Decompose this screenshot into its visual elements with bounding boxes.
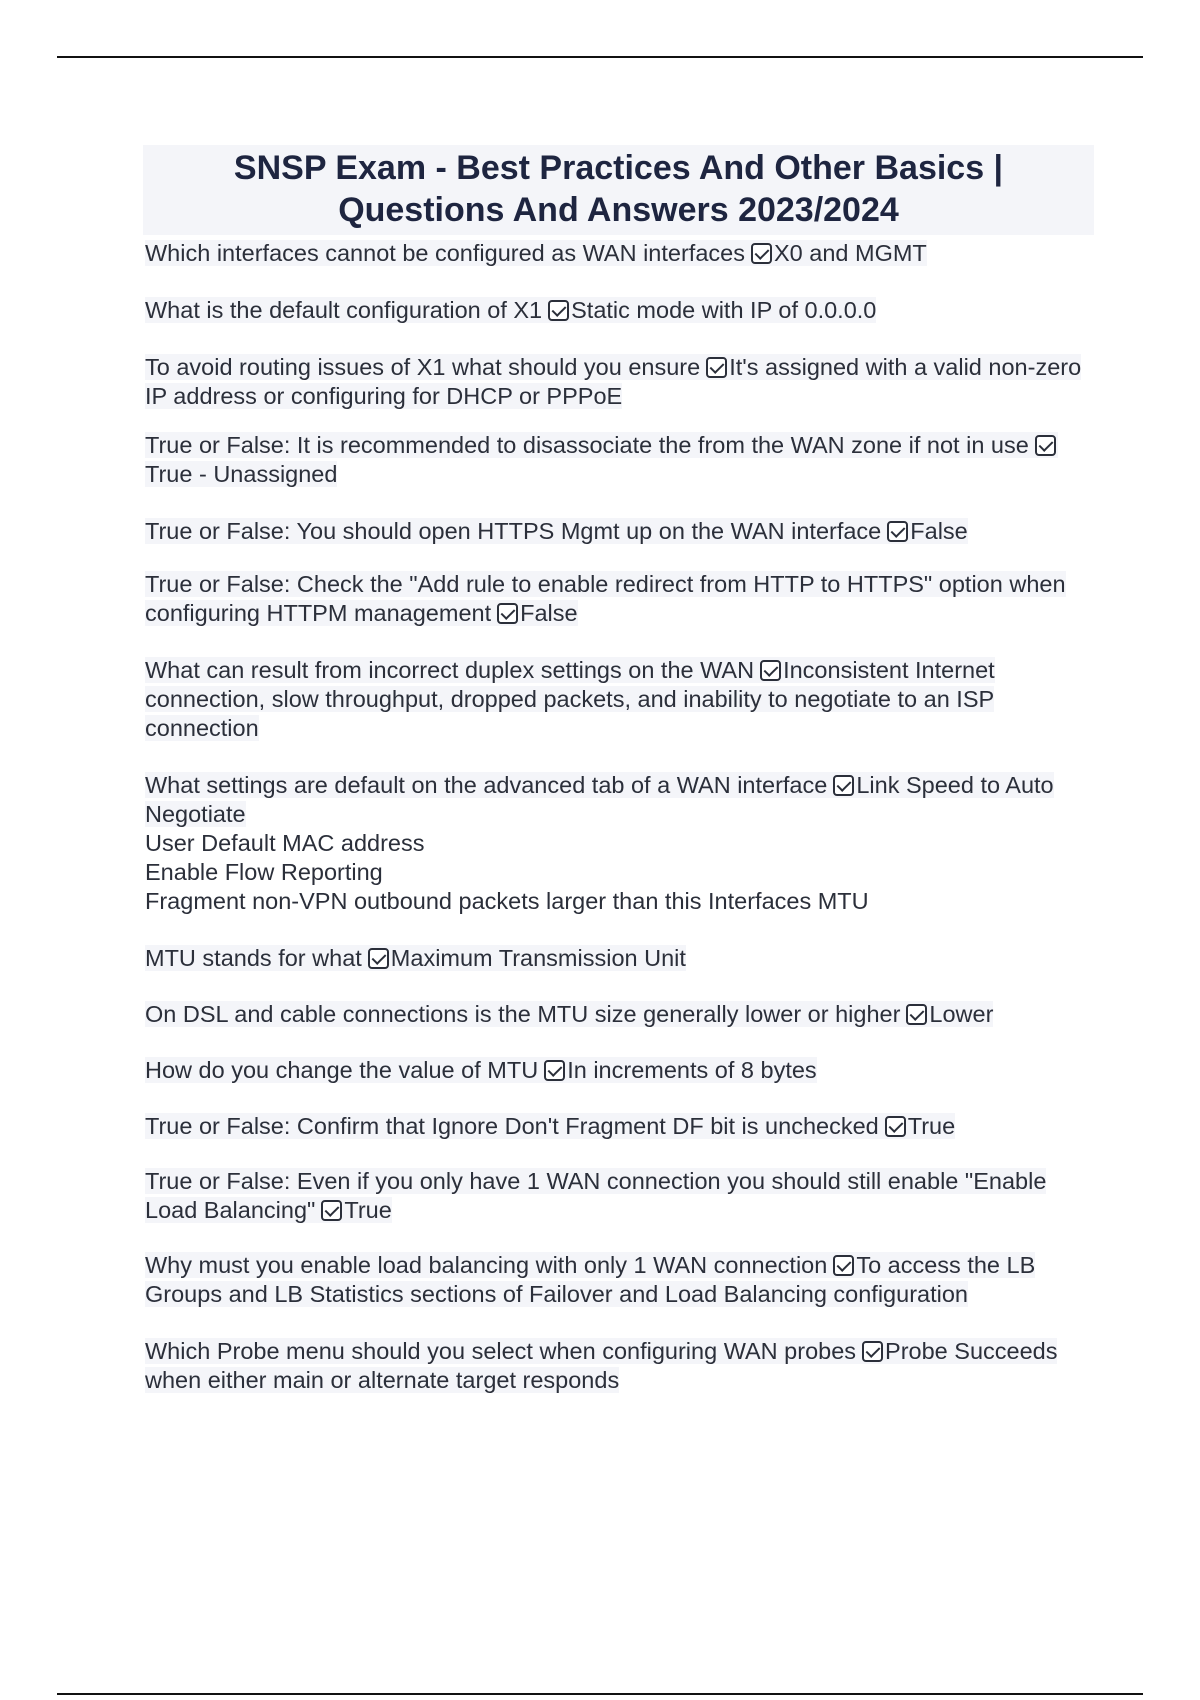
checkbox-icon bbox=[321, 1200, 342, 1221]
qa-item bbox=[145, 1056, 1092, 1085]
header-rule bbox=[57, 56, 1143, 58]
answer-text: Inconsistent Internet connection, slow throughput, dropped packets, and inability to negotiate to an ISP connection bbox=[145, 657, 995, 741]
qa-text bbox=[145, 1252, 1035, 1307]
qa-text bbox=[145, 1168, 1046, 1223]
answer-text: Probe Succeeds when either main or alternate target responds bbox=[145, 1338, 1058, 1393]
checkbox-icon bbox=[497, 603, 518, 624]
question-text: True or False: You should open HTTPS Mgmt up on the WAN interface bbox=[145, 518, 882, 544]
qa-text bbox=[145, 571, 1066, 626]
answer-text: In increments of 8 bytes bbox=[567, 1057, 817, 1083]
qa-list bbox=[145, 239, 1092, 1395]
qa-text bbox=[145, 1338, 1057, 1393]
qa-item bbox=[145, 353, 1092, 411]
qa-item bbox=[145, 570, 1092, 628]
checkbox-icon bbox=[548, 300, 569, 321]
checkbox-icon bbox=[706, 357, 727, 378]
answer-text: Lower bbox=[929, 1001, 994, 1027]
checkbox-icon bbox=[833, 1255, 854, 1276]
footer-rule bbox=[57, 1693, 1143, 1695]
qa-text bbox=[145, 297, 876, 323]
question-text: To avoid routing issues of X1 what should you ensure bbox=[145, 354, 701, 380]
document-title bbox=[143, 145, 1094, 235]
qa-item bbox=[145, 431, 1092, 489]
checkbox-icon bbox=[368, 948, 389, 969]
question-text: Which interfaces cannot be configured as WAN interfaces bbox=[145, 240, 745, 266]
checkbox-icon bbox=[885, 1116, 906, 1137]
qa-item bbox=[145, 1000, 1092, 1029]
qa-text bbox=[145, 1113, 955, 1139]
qa-item bbox=[145, 296, 1092, 325]
qa-item bbox=[145, 771, 1092, 916]
checkbox-icon bbox=[544, 1060, 565, 1081]
qa-item bbox=[145, 656, 1092, 743]
qa-text bbox=[145, 1057, 817, 1083]
question-text: True or False: Even if you only have 1 WAN connection you should still enable "Enable Load Balancing" bbox=[145, 1168, 1047, 1223]
question-text: True or False: Check the "Add rule to enable redirect from HTTP to HTTPS" option when configuring HTTPM management bbox=[145, 571, 1066, 626]
question-text: What is the default configuration of X1 bbox=[145, 297, 543, 323]
title-line-2: Questions And Answers 2023/2024 bbox=[338, 191, 899, 229]
checkbox-icon bbox=[1035, 435, 1056, 456]
question-text: True or False: It is recommended to disassociate the from the WAN zone if not in use bbox=[145, 432, 1029, 458]
qa-text bbox=[145, 518, 968, 544]
question-text: On DSL and cable connections is the MTU size generally lower or higher bbox=[145, 1001, 901, 1027]
answer-text: Link Speed to Auto Negotiate bbox=[145, 772, 1054, 827]
question-text: MTU stands for what bbox=[145, 945, 362, 971]
question-text: What settings are default on the advanced tab of a WAN interface bbox=[145, 772, 828, 798]
qa-text bbox=[145, 432, 1058, 487]
qa-text bbox=[145, 657, 995, 741]
question-text: True or False: Confirm that Ignore Don't Fragment DF bit is unchecked bbox=[145, 1113, 879, 1139]
checkbox-icon bbox=[906, 1004, 927, 1025]
checkbox-icon bbox=[887, 521, 908, 542]
title-line-1: SNSP Exam - Best Practices And Other Basics | bbox=[233, 149, 1004, 187]
qa-text bbox=[145, 1001, 993, 1027]
answer-extra-line: User Default MAC address bbox=[145, 830, 425, 856]
qa-text bbox=[145, 772, 1054, 827]
answer-text: X0 and MGMT bbox=[773, 240, 927, 266]
checkbox-icon bbox=[833, 775, 854, 796]
question-text: How do you change the value of MTU bbox=[145, 1057, 539, 1083]
qa-item bbox=[145, 1251, 1092, 1309]
question-text: What can result from incorrect duplex settings on the WAN bbox=[145, 657, 755, 683]
checkbox-icon bbox=[862, 1341, 883, 1362]
answer-text: It's assigned with a valid non-zero IP address or configuring for DHCP or PPPoE bbox=[145, 354, 1082, 409]
answer-text: True - Unassigned bbox=[145, 461, 338, 487]
checkbox-icon bbox=[751, 243, 772, 264]
question-text: Which Probe menu should you select when configuring WAN probes bbox=[145, 1338, 857, 1364]
qa-text bbox=[145, 354, 1081, 409]
answer-text: False bbox=[520, 600, 578, 626]
qa-item bbox=[145, 1337, 1092, 1395]
qa-text bbox=[145, 945, 686, 971]
qa-item bbox=[145, 944, 1092, 973]
document-body bbox=[145, 145, 1092, 1395]
qa-text bbox=[145, 240, 927, 266]
qa-item bbox=[145, 517, 1092, 546]
answer-text: To access the LB Groups and LB Statistics sections of Failover and Load Balancing configuration bbox=[145, 1252, 1036, 1307]
checkbox-icon bbox=[760, 660, 781, 681]
answer-text: Static mode with IP of 0.0.0.0 bbox=[571, 297, 877, 323]
qa-item bbox=[145, 1167, 1092, 1225]
answer-text: True bbox=[344, 1197, 392, 1223]
qa-item bbox=[145, 239, 1092, 268]
answer-text: True bbox=[907, 1113, 956, 1139]
question-text: Why must you enable load balancing with only 1 WAN connection bbox=[145, 1252, 828, 1278]
answer-extra-line: Fragment non-VPN outbound packets larger than this Interfaces MTU bbox=[145, 888, 869, 914]
qa-item bbox=[145, 1112, 1092, 1141]
answer-extra-line: Enable Flow Reporting bbox=[145, 859, 383, 885]
answer-text: Maximum Transmission Unit bbox=[390, 945, 686, 971]
answer-text: False bbox=[910, 518, 968, 544]
